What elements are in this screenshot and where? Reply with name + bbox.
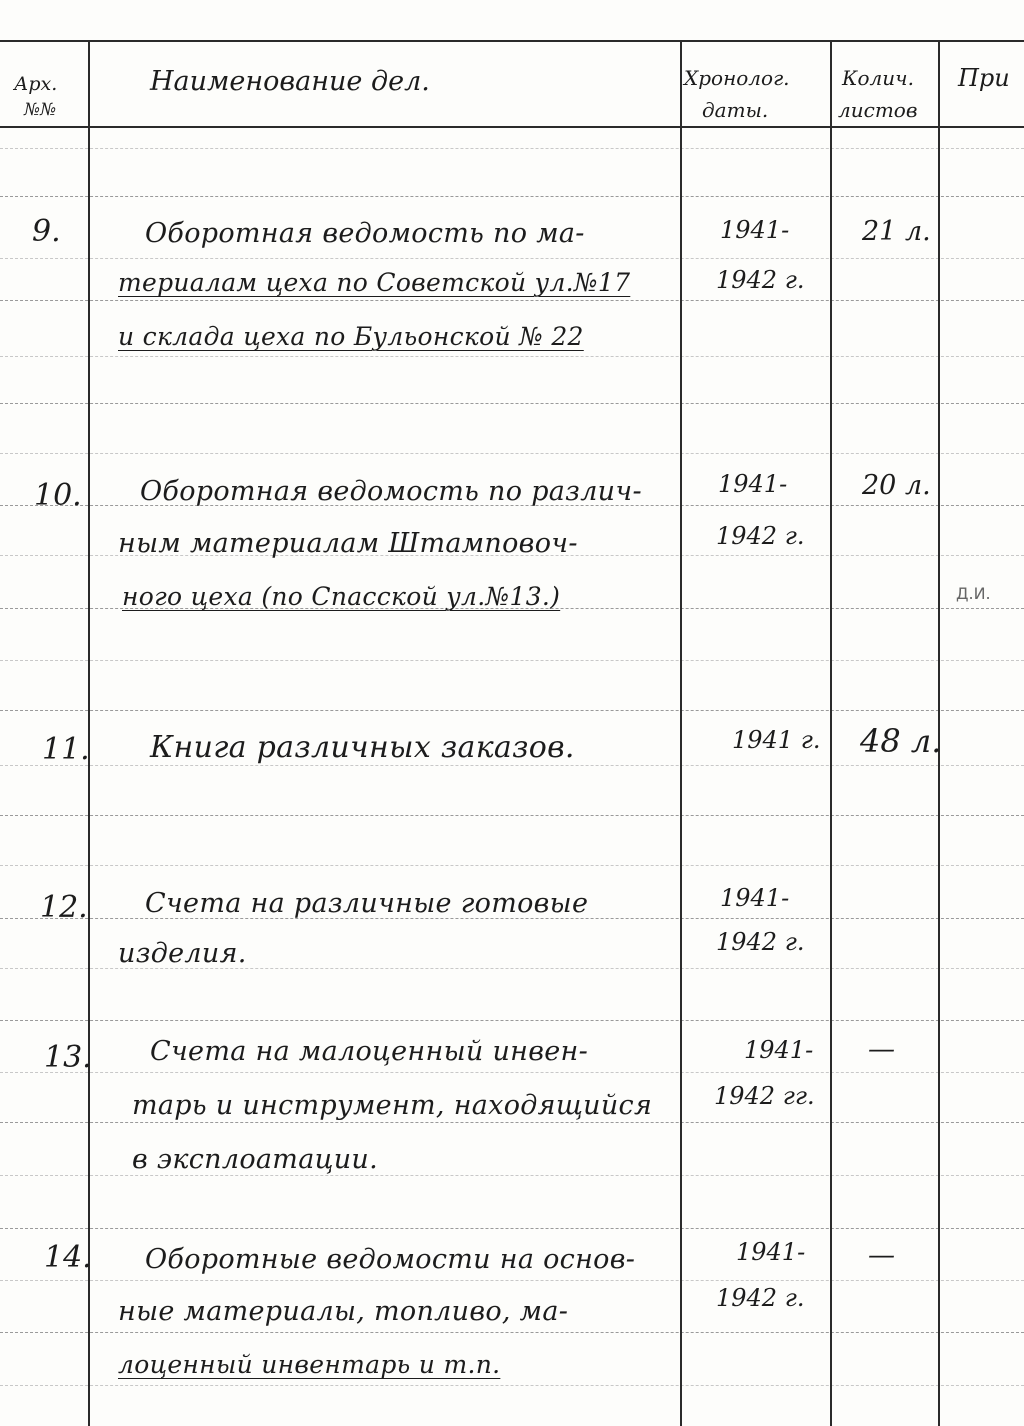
header-dates: даты.: [702, 98, 769, 122]
ruled-line: [0, 1228, 1024, 1229]
row-11-number: 11.: [42, 732, 90, 767]
row-10-title-line-1: Оборотная ведомость по различ-: [140, 476, 642, 507]
row-14-date-end: 1942 г.: [716, 1284, 805, 1312]
row-12-date-start: 1941-: [720, 884, 790, 912]
row-12-date-end: 1942 г.: [716, 928, 805, 956]
row-9-title-line-1: Оборотная ведомость по ма-: [145, 218, 585, 249]
header-chronological: Хронолог.: [684, 66, 790, 90]
row-9-date-end: 1942 г.: [716, 266, 805, 294]
ruled-line: [0, 660, 1024, 661]
header-arch-number: №№: [24, 100, 57, 120]
header-quantity: Колич.: [842, 66, 914, 90]
row-12-number: 12.: [40, 890, 88, 925]
row-9-number: 9.: [32, 214, 61, 249]
ruled-line: [0, 1122, 1024, 1123]
ruled-line: [0, 453, 1024, 454]
column-divider: [680, 40, 682, 1426]
ruled-line: [0, 865, 1024, 866]
ruled-line: [0, 1280, 1024, 1281]
row-10-number: 10.: [34, 478, 82, 513]
row-9-date-start: 1941-: [720, 216, 790, 244]
row-9-title-line-3: и склада цеха по Бульонской № 22: [118, 322, 584, 351]
ruled-line: [0, 1332, 1024, 1333]
ruled-line: [0, 1175, 1024, 1176]
ruled-line: [0, 300, 1024, 301]
ruled-line: [0, 148, 1024, 149]
header-bottom-rule: [0, 126, 1024, 128]
row-11-title-line-1: Книга различных заказов.: [150, 730, 575, 765]
row-9-title-line-2: териалам цеха по Советской ул.№17: [118, 268, 631, 297]
row-14-title-line-1: Оборотные ведомости на основ-: [145, 1244, 636, 1275]
row-13-title-line-2: тарь и инструмент, находящийся: [132, 1090, 653, 1121]
ruled-line: [0, 258, 1024, 259]
row-13-title-line-3: в эксплоатации.: [132, 1144, 378, 1175]
row-13-date-start: 1941-: [744, 1036, 814, 1064]
column-divider: [830, 40, 832, 1426]
header-note: При: [958, 64, 1010, 92]
row-13-number: 13.: [44, 1040, 92, 1075]
row-10-title-line-3: ного цеха (по Спасской ул.№13.): [122, 582, 561, 611]
row-13-title-line-1: Счета на малоценный инвен-: [150, 1036, 589, 1067]
header-arch-label: Арх.: [14, 73, 58, 95]
margin-stamp: Д.И.: [956, 584, 991, 603]
row-9-sheet-count: 21 л.: [862, 216, 931, 247]
row-10-date-end: 1942 г.: [716, 522, 805, 550]
row-14-number: 14.: [44, 1240, 92, 1275]
row-10-sheet-count: 20 л.: [862, 470, 931, 501]
row-14-title-line-3: лоценный инвентарь и т.п.: [118, 1350, 501, 1379]
ruled-line: [0, 815, 1024, 816]
header-name-of-files: Наименование дел.: [150, 66, 430, 97]
row-14-date-start: 1941-: [736, 1238, 806, 1266]
ruled-line: [0, 1072, 1024, 1073]
ruled-line: [0, 403, 1024, 404]
row-14-title-line-2: ные материалы, топливо, ма-: [118, 1296, 569, 1327]
row-14-sheet-count: —: [868, 1240, 895, 1271]
header-top-rule: [0, 40, 1024, 42]
row-11-sheet-count: 48 л.: [860, 722, 942, 760]
row-12-title-line-2: изделия.: [118, 938, 247, 969]
ruled-line: [0, 1385, 1024, 1386]
row-12-title-line-1: Счета на различные готовые: [145, 888, 589, 919]
ruled-line: [0, 196, 1024, 197]
ruled-line: [0, 710, 1024, 711]
ruled-line: [0, 765, 1024, 766]
row-11-date: 1941 г.: [732, 726, 821, 754]
row-10-title-line-2: ным материалам Штамповоч-: [118, 528, 578, 559]
ruled-line: [0, 356, 1024, 357]
ruled-line: [0, 1020, 1024, 1021]
header-sheets: листов: [838, 98, 918, 122]
row-13-date-end: 1942 гг.: [714, 1082, 815, 1110]
row-13-sheet-count: —: [868, 1034, 895, 1065]
row-10-date-start: 1941-: [718, 470, 788, 498]
